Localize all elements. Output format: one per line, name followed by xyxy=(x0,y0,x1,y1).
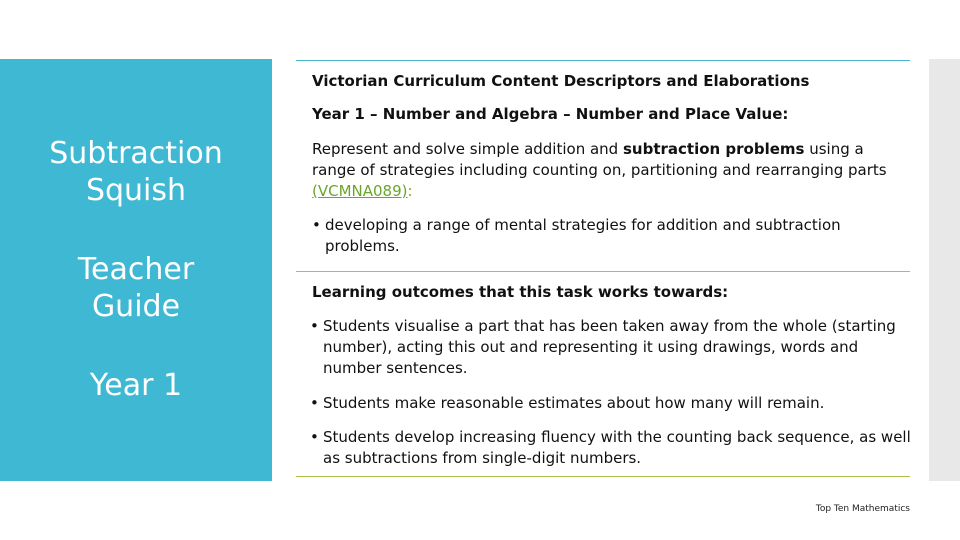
year-strand-heading: Year 1 – Number and Algebra – Number and Place Value: xyxy=(312,105,789,123)
elaboration-text: developing a range of mental strategies for addition and subtraction problems. xyxy=(325,216,841,255)
outcome-item xyxy=(310,427,922,469)
bullet-icon: • xyxy=(312,216,321,234)
left-panel xyxy=(0,59,272,481)
outcome-item xyxy=(310,316,910,379)
elaboration-item xyxy=(312,215,902,257)
guide-title xyxy=(0,251,272,325)
year-label: Year 1 xyxy=(89,368,183,403)
guide-title-line2: Guide xyxy=(91,289,181,324)
divider-top xyxy=(296,60,910,61)
bullet-icon: • xyxy=(310,428,319,446)
outcome-item xyxy=(310,393,922,414)
section-heading: Victorian Curriculum Content Descriptors and Elaborations xyxy=(312,72,810,90)
outcome-text: Students make reasonable estimates about how many will remain. xyxy=(323,394,825,412)
descriptor-text-post: using a range of strategies including counting on, partitioning and rearranging parts xyxy=(312,140,887,179)
guide-title-line1: Teacher xyxy=(77,252,195,287)
descriptor-text-pre: Represent and solve simple addition and xyxy=(312,140,623,158)
descriptor-text-bold: subtraction problems xyxy=(622,140,805,158)
outcome-text: Students visualise a part that has been taken away from the whole (starting number), acting this out and representing it using drawings, words and number sentences. xyxy=(323,317,896,377)
divider-bottom xyxy=(296,476,910,477)
footer-credit: Top Ten Mathematics xyxy=(815,504,910,514)
descriptor-colon: : xyxy=(407,182,413,200)
divider-middle xyxy=(296,271,910,272)
bullet-icon: • xyxy=(310,394,319,412)
lesson-title-line2: Squish xyxy=(85,173,187,208)
right-strip xyxy=(929,59,960,481)
lesson-title-line1: Subtraction xyxy=(49,136,223,171)
bullet-icon: • xyxy=(310,317,319,335)
curriculum-code-link[interactable]: (VCMNA089) xyxy=(312,182,408,200)
outcome-text: Students develop increasing fluency with the counting back sequence, as well as subtractions from single-digit numbers. xyxy=(323,428,911,467)
content-descriptor xyxy=(312,139,908,202)
outcomes-heading: Learning outcomes that this task works towards: xyxy=(312,283,729,301)
lesson-title xyxy=(0,135,272,209)
